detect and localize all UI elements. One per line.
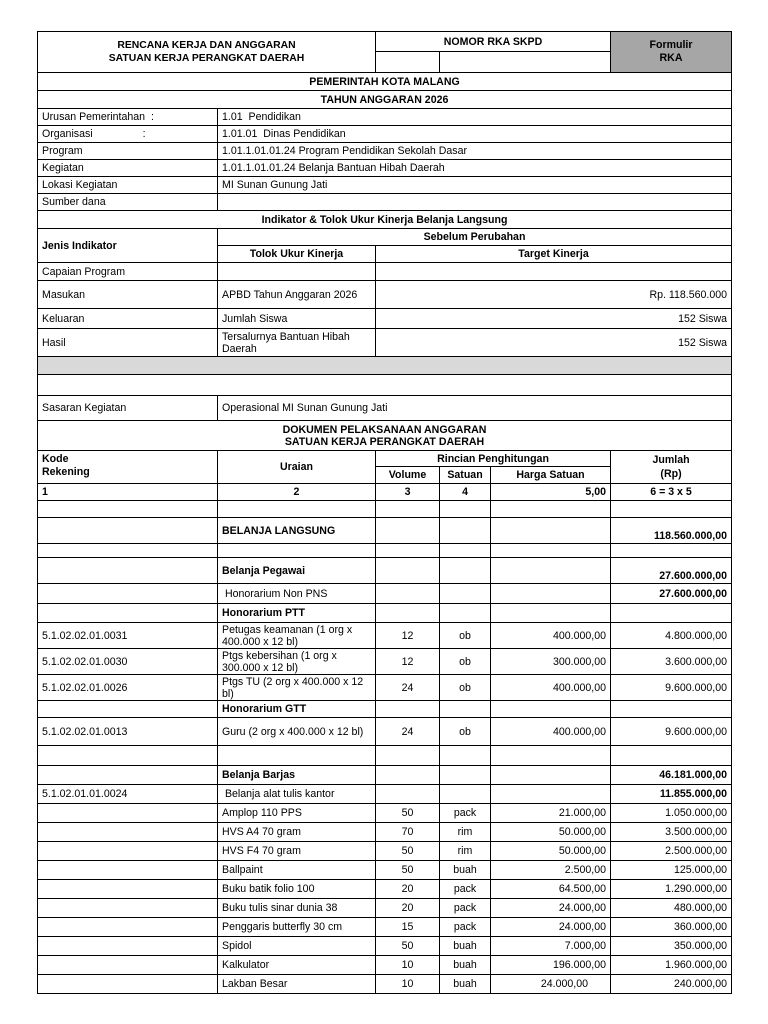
- dpa-title-line1: DOKUMEN PELAKSANAAN ANGGARAN: [282, 423, 487, 436]
- jumlah-header-line2: (Rp): [660, 468, 682, 480]
- col-number-kode: 1: [38, 484, 218, 501]
- formulir-line1: Formulir: [649, 39, 693, 51]
- rka-table: [37, 31, 732, 994]
- row-uraian: Kalkulator: [218, 956, 376, 975]
- formulir-box: [611, 32, 732, 73]
- info-label: Kegiatan: [38, 160, 218, 177]
- budget-row: [38, 649, 732, 675]
- document-title-line2: SATUAN KERJA PERANGKAT DAERAH: [108, 53, 305, 64]
- nomor-rka-box-1: [376, 52, 440, 73]
- row-volume: 50: [376, 804, 440, 823]
- row-kode: 5.1.02.02.01.0026: [38, 675, 218, 701]
- row-uraian: Buku tulis sinar dunia 38: [218, 899, 376, 918]
- row-jumlah: 4.800.000,00: [611, 623, 732, 649]
- atk-jumlah: 11.855.000,00: [611, 785, 732, 804]
- row-volume: 10: [376, 975, 440, 994]
- row-volume: 20: [376, 880, 440, 899]
- row-satuan: pack: [440, 918, 491, 937]
- info-label: Sumber dana: [38, 194, 218, 211]
- row-harga: 24.000,00: [491, 918, 611, 937]
- row-kode: 5.1.02.02.01.0031: [38, 623, 218, 649]
- rka-document: [37, 31, 731, 994]
- info-label: Lokasi Kegiatan: [38, 177, 218, 194]
- row-volume: 10: [376, 956, 440, 975]
- tolok-ukur-header: Tolok Ukur Kinerja: [218, 246, 376, 263]
- indikator-row: [38, 309, 732, 329]
- indikator-target: 152 Siswa: [376, 309, 732, 329]
- indikator-target: 152 Siswa: [376, 329, 732, 357]
- honor-gtt-label: Honorarium GTT: [218, 701, 376, 718]
- row-volume: 50: [376, 842, 440, 861]
- row-satuan: buah: [440, 956, 491, 975]
- row-harga: 50.000,00: [491, 823, 611, 842]
- info-row-lokasi: [38, 177, 732, 194]
- info-label: Urusan Pemerintahan :: [38, 109, 218, 126]
- row-kode: 5.1.02.02.01.0013: [38, 718, 218, 746]
- info-value: 1.01.1.01.01.24 Belanja Bantuan Hibah Daerah: [218, 160, 732, 177]
- kode-header-line2: Rekening: [42, 466, 90, 478]
- uraian-header: Uraian: [218, 451, 376, 484]
- row-satuan: rim: [440, 823, 491, 842]
- row-satuan: ob: [440, 649, 491, 675]
- row-volume: 20: [376, 899, 440, 918]
- belanja-langsung-label: BELANJA LANGSUNG: [218, 518, 376, 544]
- row-satuan: buah: [440, 861, 491, 880]
- belanja-barjas-row: [38, 766, 732, 785]
- row-uraian: Ptgs TU (2 org x 400.000 x 12 bl): [218, 675, 376, 701]
- jenis-indikator-header: Jenis Indikator: [38, 229, 218, 263]
- harga-satuan-header: Harga Satuan: [491, 467, 611, 484]
- row-jumlah: 3.600.000,00: [611, 649, 732, 675]
- belanja-pegawai-row: [38, 558, 732, 584]
- row-volume: 24: [376, 718, 440, 746]
- indikator-row: [38, 329, 732, 357]
- honor-non-pns-label: Honorarium Non PNS: [218, 584, 376, 604]
- empty-row: [38, 501, 732, 518]
- budget-row: [38, 823, 732, 842]
- row-uraian: Penggaris butterfly 30 cm: [218, 918, 376, 937]
- row-uraian: Spidol: [218, 937, 376, 956]
- indikator-jenis: Capaian Program: [38, 263, 218, 281]
- row-uraian: Buku batik folio 100: [218, 880, 376, 899]
- indikator-jenis: Keluaran: [38, 309, 218, 329]
- belanja-langsung-jumlah: 118.560.000,00: [611, 518, 732, 544]
- dpa-title-line2: SATUAN KERJA PERANGKAT DAERAH: [284, 435, 485, 448]
- row-harga: 2.500,00: [491, 861, 611, 880]
- sebelum-perubahan-header: Sebelum Perubahan: [218, 229, 732, 246]
- indikator-section-title: Indikator & Tolok Ukur Kinerja Belanja Langsung: [38, 211, 732, 229]
- row-satuan: pack: [440, 880, 491, 899]
- row-uraian: Lakban Besar: [218, 975, 376, 994]
- info-row-sumber-dana: [38, 194, 732, 211]
- col-number-jumlah: 6 = 3 x 5: [611, 484, 732, 501]
- budget-row: [38, 899, 732, 918]
- info-value: 1.01.01 Dinas Pendidikan: [218, 126, 732, 143]
- row-volume: 12: [376, 623, 440, 649]
- row-volume: 24: [376, 675, 440, 701]
- row-harga: 400.000,00: [491, 718, 611, 746]
- row-jumlah: 2.500.000,00: [611, 842, 732, 861]
- indikator-row: [38, 281, 732, 309]
- row-jumlah: 1.960.000,00: [611, 956, 732, 975]
- row-jumlah: 480.000,00: [611, 899, 732, 918]
- row-harga: 7.000,00: [491, 937, 611, 956]
- budget-row: [38, 975, 732, 994]
- indikator-tolok: APBD Tahun Anggaran 2026: [218, 281, 376, 309]
- row-harga: 300.000,00: [491, 649, 611, 675]
- info-value: 1.01.1.01.01.24 Program Pendidikan Sekolah Dasar: [218, 143, 732, 160]
- budget-row: [38, 675, 732, 701]
- row-uraian: HVS A4 70 gram: [218, 823, 376, 842]
- row-harga: 50.000,00: [491, 842, 611, 861]
- col-number-harga: 5,00: [491, 484, 611, 501]
- honor-ptt-label: Honorarium PTT: [218, 604, 376, 623]
- belanja-barjas-jumlah: 46.181.000,00: [611, 766, 732, 785]
- sasaran-value: Operasional MI Sunan Gunung Jati: [218, 396, 732, 421]
- nomor-rka-label: NOMOR RKA SKPD: [376, 32, 611, 52]
- column-number-row: [38, 484, 732, 501]
- belanja-langsung-row: [38, 518, 732, 544]
- kode-header-line1: Kode: [42, 453, 69, 465]
- row-volume: 70: [376, 823, 440, 842]
- row-volume: 15: [376, 918, 440, 937]
- formulir-line2: RKA: [659, 52, 683, 64]
- belanja-pegawai-label: Belanja Pegawai: [218, 558, 376, 584]
- target-kinerja-header: Target Kinerja: [376, 246, 732, 263]
- volume-header: Volume: [376, 467, 440, 484]
- row-harga: 400.000,00: [491, 623, 611, 649]
- col-number-uraian: 2: [218, 484, 376, 501]
- col-number-volume: 3: [376, 484, 440, 501]
- separator-row: [38, 357, 732, 375]
- rincian-header: Rincian Penghitungan: [376, 451, 611, 467]
- row-satuan: ob: [440, 623, 491, 649]
- pemerintah-heading: PEMERINTAH KOTA MALANG: [38, 73, 732, 91]
- row-kode: 5.1.02.02.01.0030: [38, 649, 218, 675]
- indikator-tolok: Tersalurnya Bantuan Hibah Daerah: [218, 329, 376, 357]
- sasaran-row: [38, 396, 732, 421]
- row-jumlah: 9.600.000,00: [611, 675, 732, 701]
- row-uraian: Amplop 110 PPS: [218, 804, 376, 823]
- kode-rekening-header: [38, 451, 218, 484]
- indikator-target: [376, 263, 732, 281]
- dpa-title: [38, 421, 732, 451]
- honor-non-pns-row: [38, 584, 732, 604]
- row-harga: 400.000,00: [491, 675, 611, 701]
- row-satuan: ob: [440, 675, 491, 701]
- document-title-line1: RENCANA KERJA DAN ANGGARAN: [117, 40, 296, 51]
- row-jumlah: 125.000,00: [611, 861, 732, 880]
- budget-row: [38, 842, 732, 861]
- row-uraian: Ptgs kebersihan (1 org x 300.000 x 12 bl): [218, 649, 376, 675]
- row-jumlah: 350.000,00: [611, 937, 732, 956]
- budget-row: [38, 861, 732, 880]
- indikator-row: [38, 263, 732, 281]
- nomor-rka-box-2: [440, 52, 611, 73]
- honor-ptt-row: [38, 604, 732, 623]
- row-volume: 12: [376, 649, 440, 675]
- row-uraian: Guru (2 org x 400.000 x 12 bl): [218, 718, 376, 746]
- budget-row: [38, 956, 732, 975]
- row-uraian: Ballpaint: [218, 861, 376, 880]
- belanja-barjas-label: Belanja Barjas: [218, 766, 376, 785]
- row-jumlah: 9.600.000,00: [611, 718, 732, 746]
- indikator-jenis: Masukan: [38, 281, 218, 309]
- tahun-anggaran-heading: TAHUN ANGGARAN 2026: [38, 91, 732, 109]
- col-number-satuan: 4: [440, 484, 491, 501]
- indikator-tolok: Jumlah Siswa: [218, 309, 376, 329]
- row-uraian: Petugas keamanan (1 org x 400.000 x 12 bl): [218, 623, 376, 649]
- budget-row: [38, 804, 732, 823]
- empty-row: [38, 544, 732, 558]
- budget-row: [38, 718, 732, 746]
- info-row-urusan: [38, 109, 732, 126]
- document-title: [38, 32, 376, 73]
- budget-row: [38, 880, 732, 899]
- budget-row: [38, 918, 732, 937]
- satuan-header: Satuan: [440, 467, 491, 484]
- row-harga: 24.000,00: [491, 975, 611, 994]
- row-volume: 50: [376, 937, 440, 956]
- row-jumlah: 240.000,00: [611, 975, 732, 994]
- row-jumlah: 1.290.000,00: [611, 880, 732, 899]
- row-satuan: ob: [440, 718, 491, 746]
- row-satuan: pack: [440, 804, 491, 823]
- info-label: Program: [38, 143, 218, 160]
- row-volume: 50: [376, 861, 440, 880]
- row-jumlah: 3.500.000,00: [611, 823, 732, 842]
- empty-row: [38, 746, 732, 766]
- honor-non-pns-jumlah: 27.600.000,00: [611, 584, 732, 604]
- jumlah-header-line1: Jumlah: [652, 454, 690, 466]
- honor-gtt-row: [38, 701, 732, 718]
- info-label: Organisasi :: [38, 126, 218, 143]
- jumlah-header: [611, 451, 732, 484]
- row-harga: 21.000,00: [491, 804, 611, 823]
- row-jumlah: 360.000,00: [611, 918, 732, 937]
- row-harga: 24.000,00: [491, 899, 611, 918]
- sasaran-label: Sasaran Kegiatan: [38, 396, 218, 421]
- belanja-pegawai-jumlah: 27.600.000,00: [611, 558, 732, 584]
- info-row-organisasi: [38, 126, 732, 143]
- row-uraian: HVS F4 70 gram: [218, 842, 376, 861]
- info-value: 1.01 Pendidikan: [218, 109, 732, 126]
- budget-row: [38, 623, 732, 649]
- indikator-tolok: [218, 263, 376, 281]
- budget-row: [38, 937, 732, 956]
- info-row-program: [38, 143, 732, 160]
- atk-label: Belanja alat tulis kantor: [218, 785, 376, 804]
- info-value: [218, 194, 732, 211]
- row-satuan: pack: [440, 899, 491, 918]
- spacer-row: [38, 375, 732, 396]
- row-satuan: buah: [440, 937, 491, 956]
- atk-row: [38, 785, 732, 804]
- row-harga: 196.000,00: [491, 956, 611, 975]
- row-satuan: buah: [440, 975, 491, 994]
- info-row-kegiatan: [38, 160, 732, 177]
- indikator-target: Rp. 118.560.000: [376, 281, 732, 309]
- info-value: MI Sunan Gunung Jati: [218, 177, 732, 194]
- atk-kode: 5.1.02.01.01.0024: [38, 785, 218, 804]
- row-satuan: rim: [440, 842, 491, 861]
- row-jumlah: 1.050.000,00: [611, 804, 732, 823]
- indikator-jenis: Hasil: [38, 329, 218, 357]
- row-harga: 64.500,00: [491, 880, 611, 899]
